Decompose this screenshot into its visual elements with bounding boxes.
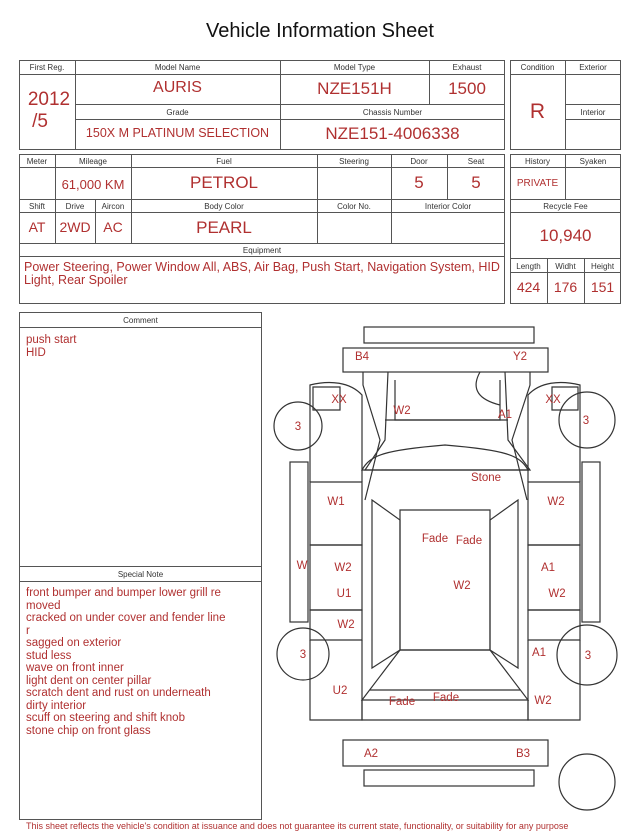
tire-mark: 3 [294,421,302,433]
damage-mark: Fade [432,692,460,704]
door-label: Door [410,157,428,166]
damage-mark: W2 [337,619,355,631]
damage-mark: W1 [327,496,345,508]
fuel-label: Fuel [216,157,232,166]
history-value: PRIVATE [516,178,559,189]
damage-mark: U2 [332,685,348,697]
tire-mark: 3 [299,649,307,661]
equipment-line-2: Light, Rear Spoiler [24,273,128,287]
interior-color-label: Interior Color [424,202,472,211]
model-type-value: NZE151H [317,79,392,98]
damage-mark: W2 [453,580,471,592]
special-note-line: stone chip on front glass [26,724,151,737]
history-label: History [525,157,550,166]
car-damage-diagram [265,320,625,820]
drive-label: Drive [65,202,85,211]
comment-label: Comment [123,316,158,325]
special-note-line: scuff on steering and shift knob [26,712,185,724]
length-label: Length [516,262,541,271]
equipment-label: Equipment [242,246,282,255]
chassis-label: Chassis Number [362,108,423,117]
door-value: 5 [414,173,424,192]
fuel-value: PETROL [189,173,259,192]
damage-mark: Fade [388,696,416,708]
special-note-line: r [26,624,30,637]
damage-mark: Fade [421,533,449,545]
damage-mark: W2 [393,405,411,417]
damage-mark: W2 [547,496,565,508]
damage-mark: A1 [531,647,547,659]
chassis-value: NZE151-4006338 [325,124,460,143]
disclaimer-footer: This sheet reflects the vehicle's condition at issuance and does not guarantee its current state, functionality, or suitability for any purpose [26,821,569,831]
damage-mark: Y2 [512,351,528,363]
damage-mark: W [296,560,308,572]
comment-line: push start [26,334,77,346]
shift-label: Shift [28,202,45,211]
damage-mark: A1 [497,409,513,421]
mileage-value: 61,000 KM [61,177,125,192]
height-value: 151 [590,279,615,295]
body-color-label: Body Color [204,202,244,211]
equipment-line-1: Power Steering, Power Window All, ABS, Air Bag, Push Start, Navigation System, HID [24,260,500,274]
special-note-line: light dent on center pillar [26,674,152,687]
shift-value: AT [28,219,46,235]
grade-label: Grade [166,108,189,117]
damage-mark: W2 [548,588,566,600]
special-note-line: scratch dent and rust on underneath [26,687,211,699]
exterior-label: Exterior [579,63,607,72]
damage-mark: A1 [540,562,556,574]
comment-text [26,334,77,359]
body-color-value: PEARL [196,218,252,237]
damage-mark: W2 [534,695,552,707]
special-note-text [26,587,225,737]
model-type-label: Model Type [333,63,376,72]
mileage-label: Mileage [78,157,107,166]
tire-mark: 3 [584,650,592,662]
color-no-label: Color No. [337,202,371,211]
first-reg-label: First Reg. [29,63,65,72]
recycle-fee-label: Recycle Fee [543,202,588,211]
model-name-value: AURIS [153,79,202,96]
damage-mark: Fade [455,535,483,547]
damage-mark: W2 [334,562,352,574]
special-note-line: moved [26,599,61,612]
model-name-label: Model Name [154,63,201,72]
seat-value: 5 [471,173,481,192]
condition-label: Condition [520,63,555,72]
length-value: 424 [516,279,541,295]
grade-value: 150X M PLATINUM SELECTION [85,126,270,140]
comment-line: HID [26,346,46,359]
aircon-value: AC [103,219,123,235]
meter-label: Meter [26,157,48,166]
seat-label: Seat [467,157,485,166]
width-value: 176 [553,279,578,295]
syaken-label: Syaken [579,157,607,166]
damage-mark: XX [545,394,561,406]
width-label: Widht [555,262,576,271]
exhaust-label: Exhaust [452,63,482,72]
page-title: Vehicle Information Sheet [206,20,434,42]
first-reg-year: 2012 [27,89,71,110]
damage-mark: XX [331,394,347,406]
special-note-line: wave on front inner [26,662,124,674]
condition-value: R [529,100,546,123]
first-reg-month: /5 [32,111,48,132]
aircon-label: Aircon [101,202,125,211]
damage-mark: B4 [354,351,370,363]
interior-label: Interior [580,108,606,117]
damage-mark: Stone [470,472,502,484]
tire-mark: 3 [582,415,590,427]
special-note-line: stud less [26,649,72,662]
special-note-line: sagged on exterior [26,637,122,649]
height-label: Height [590,262,615,271]
special-note-label: Special Note [117,570,164,579]
special-note-line: front bumper and bumper lower grill re [26,587,221,599]
exhaust-value: 1500 [448,79,486,98]
special-note-line: cracked on under cover and fender line [26,612,226,624]
damage-mark: U1 [336,588,352,600]
special-note-line: dirty interior [26,699,87,712]
drive-value: 2WD [59,219,91,235]
damage-mark: A2 [363,748,379,760]
damage-mark: B3 [515,748,531,760]
steering-label: Steering [339,157,369,166]
recycle-fee-value: 10,940 [539,226,592,245]
